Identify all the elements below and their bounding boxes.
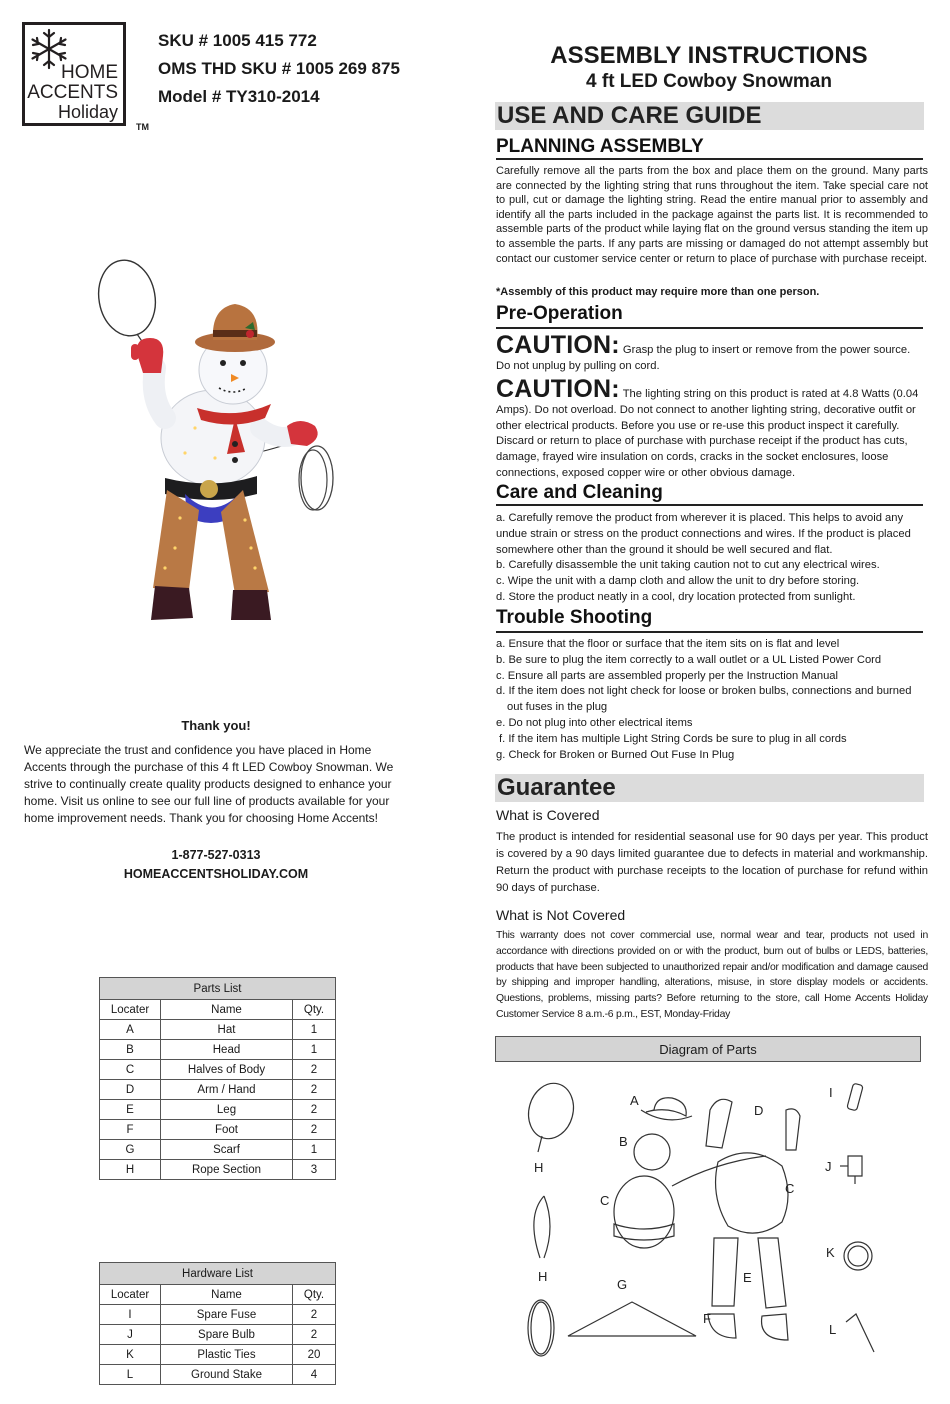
column-header: Name (161, 1000, 293, 1020)
column-header: Locater (100, 1285, 161, 1305)
cell: 3 (293, 1160, 336, 1180)
cell: 2 (293, 1080, 336, 1100)
table-row (100, 1040, 336, 1060)
table-row (100, 1100, 336, 1120)
diagram-label-b: B (619, 1134, 628, 1149)
not-covered-title: What is Not Covered (496, 907, 626, 923)
table-row (100, 1140, 336, 1160)
document-subtitle: 4 ft LED Cowboy Snowman (586, 71, 832, 92)
cell: Scarf (161, 1140, 293, 1160)
caution-block-1 (496, 333, 924, 375)
cell: Foot (161, 1120, 293, 1140)
cell: Head (161, 1040, 293, 1060)
list-item: d. If the item does not light check for loose or broken bulbs, connections and burned (496, 685, 912, 698)
guide-title-band: USE AND CARE GUIDE (495, 102, 924, 130)
website: HOMEACCENTSHOLIDAY.COM (123, 867, 309, 881)
cell: E (100, 1100, 161, 1120)
diagram-label-l: L (829, 1322, 837, 1337)
sku-number: SKU # 1005 415 772 (158, 31, 317, 50)
column-header: Locater (100, 1000, 161, 1020)
cell: G (100, 1140, 161, 1160)
model-number: Model # TY310-2014 (158, 87, 320, 106)
list-item: b. Be sure to plug the item correctly to a wall outlet or a UL Listed Power Cord (496, 653, 882, 666)
diagram-label-i: I (829, 1085, 833, 1100)
cell: 20 (293, 1345, 336, 1365)
planning-note: *Assembly of this product may require more than one person. (496, 286, 820, 298)
diagram-label-g: G (617, 1277, 628, 1292)
cell: Plastic Ties (161, 1345, 293, 1365)
cell: 2 (293, 1325, 336, 1345)
diagram-label-f: F (703, 1311, 711, 1326)
care-list (496, 511, 928, 606)
list-item: f. If the item has multiple Light String Cords be sure to plug in all cords (499, 732, 847, 745)
hardware-list-table (99, 1262, 336, 1385)
logo-line2: ACCENTS (27, 82, 118, 103)
not-covered-text: This warranty does not cover commercial use, normal wear and tear, products not used in accordance with directions provided on or with the product, burn out of bulbs or LEDS, batteries, products that have been subjected to unauthorized repair and/or modification and damage caused by shipping and improper handling, alterations, misuse, in store display models or accidents. Questions, problems, missing parts? Before returning to the store, call Home Accents Holiday Customer Service 8 a.m.-6 p.m., EST, Monday-Friday (496, 930, 928, 1020)
cell: I (100, 1305, 161, 1325)
table-row (100, 1160, 336, 1180)
caution-text-2: The lighting string on this product is rated at 4.8 Watts (0.04 Amps). Do not overload. Do not connect to another lighting string, decorative outfit or other electrical products. Before you use or re-use this product inspect it carefully. Discard or return to place of purchase with purchase receipt if the product has cuts, damage, frayed wire insulation on cords, cracks in the socket enclosures, loose connections, exposed copper wire or other obvious damage. (496, 388, 919, 479)
cell: H (100, 1160, 161, 1180)
thank-you-title: Thank you! (181, 718, 251, 733)
cell: 2 (293, 1120, 336, 1140)
table-header-row (100, 1000, 336, 1020)
logo-line3: Holiday (57, 102, 118, 122)
column-header: Qty. (293, 1285, 336, 1305)
cell: A (100, 1020, 161, 1040)
parts-list-table (99, 977, 336, 1180)
cell: 1 (293, 1020, 336, 1040)
list-item: a. Carefully remove the product from wherever it is placed. This helps to avoid any undue strain or stress on the product connections and wires. If the product is placed somewhere other than the ground it should be well secured and flat. (496, 512, 911, 556)
diagram-label-e: E (743, 1270, 752, 1285)
diagram-label-j: J (825, 1159, 832, 1174)
cowboy-snowman-illustration (95, 258, 335, 638)
cell: K (100, 1345, 161, 1365)
caution-label: CAUTION: (496, 331, 620, 359)
list-item: d. Store the product neatly in a cool, dry location protected from sunlight. (496, 590, 856, 603)
trouble-list (496, 637, 928, 763)
list-item: b. Carefully disassemble the unit taking caution not to cut any electrical wires. (496, 559, 880, 572)
diagram-label-d: D (754, 1103, 764, 1118)
table-row (100, 1080, 336, 1100)
covered-text: The product is intended for residential seasonal use for 90 days per year. This product is covered by a 90 days limited guarantee due to defects in material and workmanship. Return the product with purchase receipts to the location of purchase for refund within 90 days of purchase. (496, 831, 928, 894)
caution-text-1: Grasp the plug to insert or remove from the power source. Do not unplug by pulling on cord. (496, 344, 911, 372)
cell: L (100, 1365, 161, 1385)
list-item: c. Ensure all parts are assembled properly per the Instruction Manual (496, 669, 839, 682)
list-item: a. Ensure that the floor or surface that the item sits on is flat and level (496, 638, 840, 650)
list-item: e. Do not plug into other electrical items (496, 716, 693, 729)
cell: Halves of Body (161, 1060, 293, 1080)
list-item: out fuses in the plug (507, 701, 608, 714)
caution-block-2 (496, 377, 924, 482)
oms-sku-number: OMS THD SKU # 1005 269 875 (158, 59, 400, 78)
phone-number: 1-877-527-0313 (171, 848, 261, 862)
cell: Ground Stake (161, 1365, 293, 1385)
cell: F (100, 1120, 161, 1140)
cell: Arm / Hand (161, 1080, 293, 1100)
caution-label: CAUTION: (496, 375, 620, 403)
list-item: c. Wipe the unit with a damp cloth and allow the unit to dry before storing. (496, 575, 860, 588)
list-item: g. Check for Broken or Burned Out Fuse In Plug (496, 748, 735, 761)
diagram-label-c2: C (785, 1181, 795, 1196)
trademark: TM (136, 122, 149, 132)
parts-list-caption: Parts List (100, 978, 336, 1000)
table-header-row (100, 1285, 336, 1305)
table-row (100, 1325, 336, 1345)
cell: 1 (293, 1040, 336, 1060)
cell: Hat (161, 1020, 293, 1040)
column-header: Qty. (293, 1000, 336, 1020)
pre-operation-heading: Pre-Operation (496, 303, 923, 329)
table-row (100, 1345, 336, 1365)
logo-line1: HOME (61, 62, 118, 83)
care-heading: Care and Cleaning (496, 482, 923, 506)
cell: Spare Fuse (161, 1305, 293, 1325)
cell: J (100, 1325, 161, 1345)
table-row (100, 1305, 336, 1325)
diagram-title: Diagram of Parts (495, 1036, 921, 1062)
cell: B (100, 1040, 161, 1060)
cell: Rope Section (161, 1160, 293, 1180)
cell: 2 (293, 1305, 336, 1325)
table-row (100, 1120, 336, 1140)
planning-text: Carefully remove all the parts from the box and place them on the ground. Many parts are connected by the lighting string that runs throughout the item. Take special care not to pull, cut or damage the lighting string. Read the entire manual prior to assembly and identify all the parts included in the package against the parts list. It is recommended to assemble parts of the product while laying flat on the ground versus standing the item up to assemble the parts. If any parts are missing or damaged do not attempt assembly but contact our customer service center or return to place of purchase with purchase receipt. (496, 165, 928, 265)
cell: C (100, 1060, 161, 1080)
diagram-label-a: A (630, 1093, 639, 1108)
cell: D (100, 1080, 161, 1100)
cell: Leg (161, 1100, 293, 1120)
covered-title: What is Covered (496, 807, 600, 823)
table-row (100, 1365, 336, 1385)
cell: 2 (293, 1060, 336, 1080)
diagram-label-h2: H (538, 1269, 548, 1284)
cell: 2 (293, 1100, 336, 1120)
brand-logo (22, 22, 126, 126)
diagram-label-k: K (826, 1245, 835, 1260)
column-header: Name (161, 1285, 293, 1305)
planning-heading: PLANNING ASSEMBLY (496, 136, 923, 160)
cell: 1 (293, 1140, 336, 1160)
cell: 4 (293, 1365, 336, 1385)
cell: Spare Bulb (161, 1325, 293, 1345)
diagram-label-c: C (600, 1193, 610, 1208)
table-row (100, 1060, 336, 1080)
table-row (100, 1020, 336, 1040)
document-title: ASSEMBLY INSTRUCTIONS (550, 42, 868, 69)
hardware-list-caption: Hardware List (100, 1263, 336, 1285)
guarantee-heading: Guarantee (495, 774, 924, 802)
diagram-label-h: H (534, 1160, 544, 1175)
trouble-heading: Trouble Shooting (496, 607, 923, 633)
thank-you-text: We appreciate the trust and confidence you have placed in Home Accents through the purchase of this 4 ft LED Cowboy Snowman. We strive to continually create quality products designed to enhance your home. Visit us online to see our full line of products available for your home improvement needs. Thank you for choosing Home Accents! (24, 743, 394, 825)
